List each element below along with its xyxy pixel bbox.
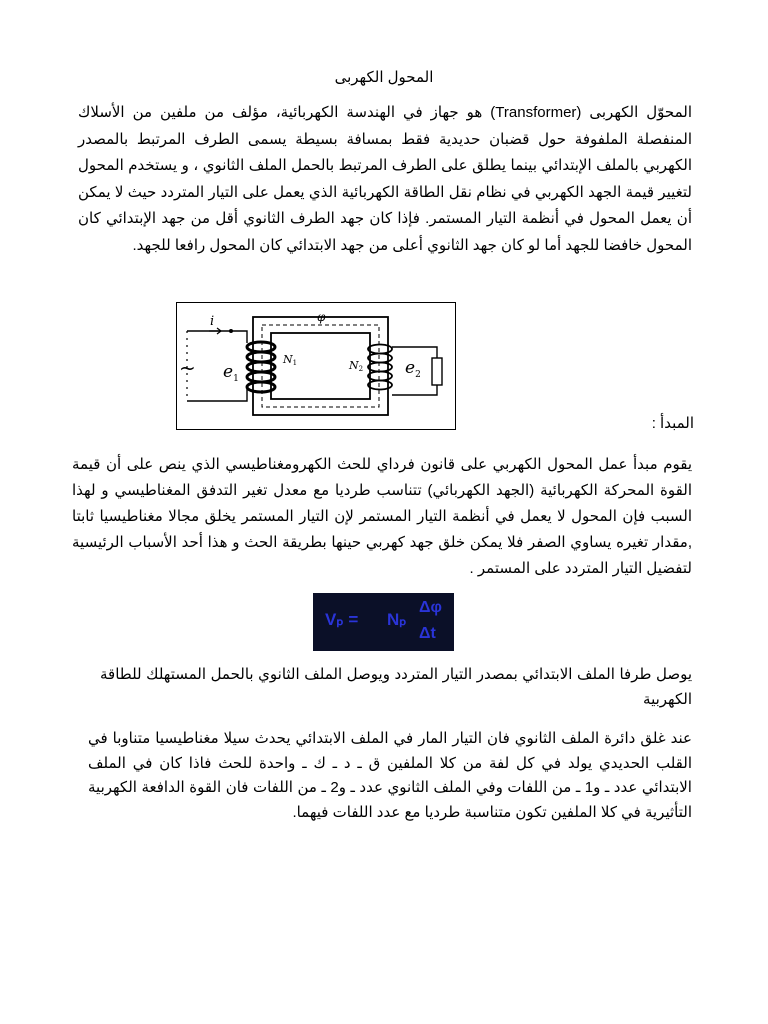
induction-paragraph: عند غلق دائرة الملف الثانوي فان التيار المار في الملف الابتدائي يحدث سيلا مغناطيسيا متناوبا في القلب الحديدي يولد في كل لفة من كلا الملفين ق ـ د ـ ك ـ واحدة للحث فاذا كان في الملف الابتدائي عدد ـ و1 ـ من اللفات وفي الملف الثانوي عدد ـ و2 ـ من اللفات فان القوة الدافعة الكهربية التأثيرية في كلا الملفين تكون متناسبة طرديا مع عدد اللفات فيهما. [88, 730, 692, 821]
principle-heading: المبدأ : [651, 415, 694, 432]
primary-turns-label: N1 [283, 353, 298, 367]
load-resistor [432, 358, 442, 385]
formula-turns: Nₚ [387, 610, 407, 629]
transformer-diagram [176, 302, 456, 430]
formula-numerator: Δφ [419, 599, 442, 616]
transformer-schematic [177, 303, 455, 429]
terminal-dot [229, 329, 233, 333]
connection-paragraph: يوصل طرفا الملف الابتدائي بمصدر التيار المتردد ويوصل الملف الثانوي بالحمل المستهلك للطاقة الكهربية [100, 666, 692, 708]
formula-denominator: Δt [419, 625, 436, 642]
primary-wire-bottom [187, 389, 247, 401]
source-symbol: ~ [179, 356, 196, 380]
secondary-emf-label: $e_2$ [405, 358, 421, 380]
principle-paragraph: يقوم مبدأ عمل المحول الكهربي على قانون فرداي للحث الكهرومغناطيسي الذي ينص على أن قيمة القوة المحركة الكهربائية (الجهد الكهربائي) تتناسب طرديا مع معدل تغير التدفق المغناطيسي و لهذا السبب فإن المحول لا يعمل في أنظمة التيار المستمر لإن التيار المستمر يخلق مجالا مغناطيسيا ثابتا ,مقدار تغيره يساوي الصفر فلا يمكن خلق جهد كهربي حينها بطريقة الحث و هذا أحد الأسباب الرئيسية لتفضيل التيار المتردد على المستمر . [72, 456, 692, 577]
flux-label: φ [317, 310, 326, 324]
secondary-turns-label: N2 [349, 359, 364, 373]
current-label: i [210, 314, 215, 329]
page-title: المحول الكهربى [334, 69, 434, 86]
voltage-formula [313, 593, 454, 651]
primary-emf-label: $e_1$ [223, 362, 239, 384]
intro-paragraph: المحوّل الكهربى (Transformer) هو جهاز في الهندسة الكهربائية، مؤلف من ملفين من الأسلاك المنفصلة الملفوفة حول قضبان حديدية فقط بمسافة بسيطة يسمى الطرف المرتبط بالمصدر الكهربي بالملف الإبتدائي بينما يطلق على الطرف المرتبط بالحمل الملف الثانوي ، و يستخدم المحول لتغيير قيمة الجهد الكهربي في نظام نقل الطاقة الكهربائية الذي يعمل على التيار المتردد حيث لا يمكن أن يعمل المحول في أنظمة التيار المستمر. فإذا كان جهد الطرف الثانوي أقل من جهد الإبتدائي كان المحول خافضا للجهد أما لو كان جهد الثانوي أعلى من جهد الابتدائي كان المحول رافعا للجهد. [78, 104, 692, 254]
formula-lhs: Vₚ = [325, 610, 359, 629]
primary-wire-top [187, 331, 247, 343]
